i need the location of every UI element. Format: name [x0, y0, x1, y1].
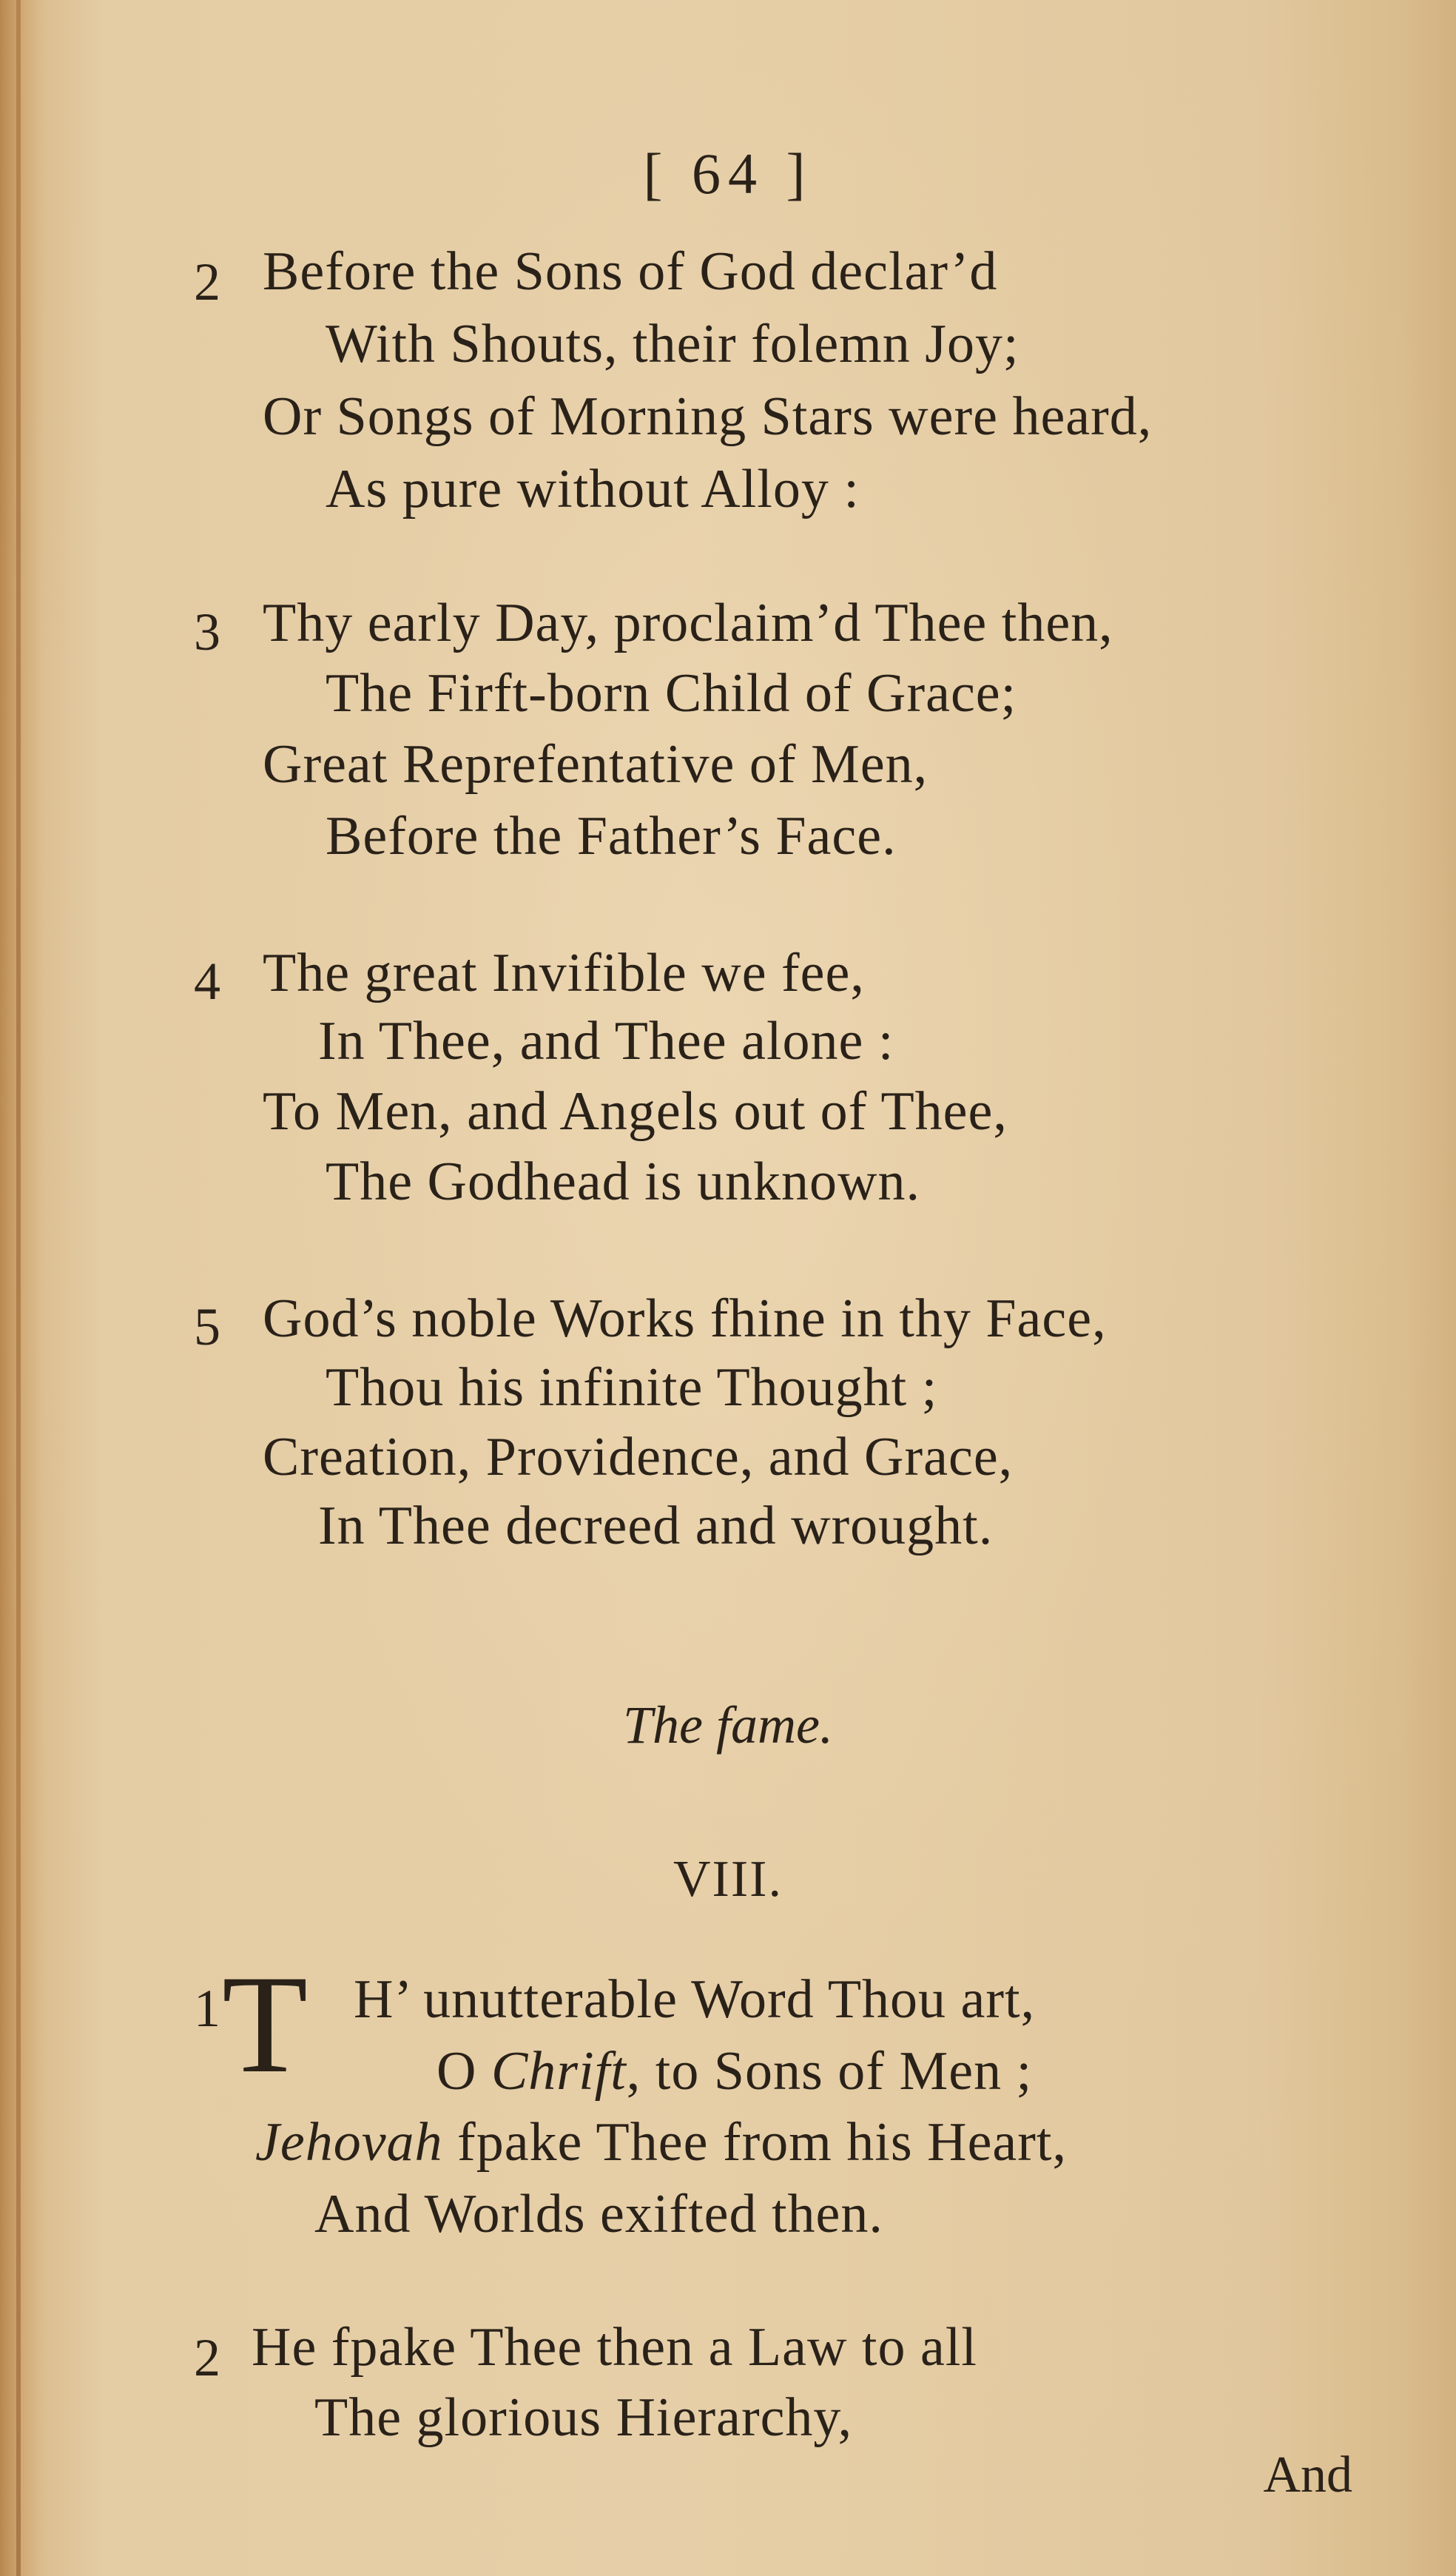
stanza-number: 2: [194, 252, 220, 312]
drop-cap: T: [222, 1947, 309, 2102]
verse-line: God’s noble Works fhine in thy Face,: [263, 1288, 1107, 1349]
verse-line: H’ unutterable Word Thou art,: [354, 1969, 1036, 2030]
verse-line: Thy early Day, proclaim’d Thee then,: [263, 593, 1113, 653]
stanza-number: 1: [194, 1979, 220, 2038]
verse-line: In Thee, and Thee alone :: [318, 1011, 894, 1072]
verse-line: And Worlds exifted then.: [314, 2184, 883, 2244]
verse-line: The Godhead is unknown.: [326, 1151, 920, 1212]
verse-line: Creation, Providence, and Grace,: [263, 1427, 1014, 1487]
verse-line: Before the Father’s Face.: [326, 806, 897, 867]
verse-word: O: [437, 2041, 477, 2102]
verse-line: Thou his infinite Thought ;: [326, 1357, 938, 1418]
hymn-numeral: VIII.: [673, 1851, 783, 1908]
catchword: And: [1263, 2446, 1352, 2503]
verse-line: With Shouts, their folemn Joy;: [326, 314, 1019, 374]
verse-line: Before the Sons of God declar’d: [263, 241, 998, 302]
verse-line: As pure without Alloy :: [326, 459, 860, 519]
verse-word-italic: Jehovah: [255, 2112, 443, 2173]
verse-line: The Firft-born Child of Grace;: [326, 663, 1017, 724]
verse-line: [255, 2112, 1067, 2173]
verse-line: To Men, and Angels out of Thee,: [263, 1081, 1008, 1142]
stanza-number: 5: [194, 1297, 220, 1356]
verse-line: The great Invifible we fee,: [263, 943, 865, 1003]
verse-line: In Thee decreed and wrought.: [318, 1496, 994, 1556]
hymn-subtitle: The fame.: [623, 1695, 833, 1755]
stanza-number: 3: [194, 602, 220, 662]
verse-line: The glorious Hierarchy,: [314, 2387, 853, 2448]
verse-word: , to Sons of Men ;: [626, 2041, 1033, 2102]
stanza-number: 4: [194, 952, 220, 1011]
verse-line: He fpake Thee then a Law to all: [252, 2317, 977, 2378]
verse-line: Or Songs of Morning Stars were heard,: [263, 386, 1153, 447]
verse-word: fpake Thee from his Heart,: [442, 2112, 1067, 2173]
verse-word-italic: Chrift: [491, 2041, 627, 2102]
page-number: [ 64 ]: [643, 141, 813, 206]
verse-line: [437, 2041, 1033, 2102]
binding-gutter: [16, 0, 21, 2576]
stanza-number: 2: [194, 2328, 220, 2387]
verse-line: Great Reprefentative of Men,: [263, 734, 928, 795]
